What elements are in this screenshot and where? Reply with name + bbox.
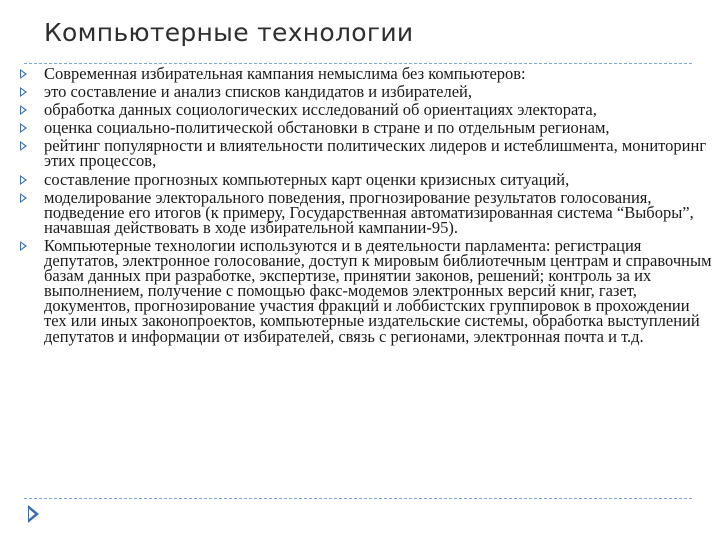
triangle-arrow-icon: [20, 69, 27, 79]
corner-arrow-icon: [28, 505, 39, 523]
list-item-text: Современная избирательная кампания немыслима без компьютеров:: [44, 64, 526, 83]
list-item-text: рейтинг популярности и влиятельности политических лидеров и истеблишмента, мониторинг этих процессов,: [44, 136, 707, 171]
list-item-text: моделирование электорального поведения, прогнозирование результатов голосования, подведение его итогов (к примеру, Государственная автоматизированная система “Выборы”, начавшая действовать в ходе избирательной кампании-95).: [44, 187, 694, 237]
list-item-text: Компьютерные технологии используются и в деятельности парламента: регистрация депутатов, электронное голосование, доступ к мировым библиотечным центрам и справочным базам данных при разработке, экспертизе, принятии законов, решений; контроль за их выполнением, получение с помощью факс-модемов электронных версий книг, газет, документов, прогнозирование участия фракций и лоббистских группировок в прохождении тех или иных законопроектов, компьютерные издательские системы, обработка выступлений депутатов и информации от избирателей, связь с регионами, электронная почта и т.д.: [44, 235, 712, 346]
list-item-text: обработка данных социологических исследований об ориентациях электората,: [44, 100, 597, 120]
list-item-text: это составление и анализ списков кандидатов и избирателей,: [44, 82, 472, 102]
list-item: [14, 136, 714, 171]
list-item: [14, 100, 714, 120]
slide-title: Компьютерные технологии: [44, 18, 414, 47]
triangle-arrow-icon: [20, 175, 27, 185]
triangle-arrow-icon: [20, 141, 27, 151]
triangle-arrow-icon: [20, 123, 27, 133]
list-item-text: оценка социально-политической обстановки в стране и по отдельным регионам,: [44, 118, 610, 138]
triangle-arrow-icon: [20, 105, 27, 115]
triangle-arrow-icon: [20, 87, 27, 97]
list-item: [14, 66, 714, 81]
list-item: [14, 187, 714, 237]
list-item: [14, 118, 714, 138]
triangle-arrow-icon: [20, 193, 27, 203]
bullet-list: [14, 66, 714, 347]
list-item: [14, 82, 714, 102]
list-item-text: составление прогнозных компьютерных карт оценки кризисных ситуаций,: [44, 169, 570, 189]
list-item: [14, 235, 714, 346]
triangle-arrow-icon: [20, 241, 27, 251]
list-item: [14, 169, 714, 189]
bottom-divider: [24, 498, 692, 499]
